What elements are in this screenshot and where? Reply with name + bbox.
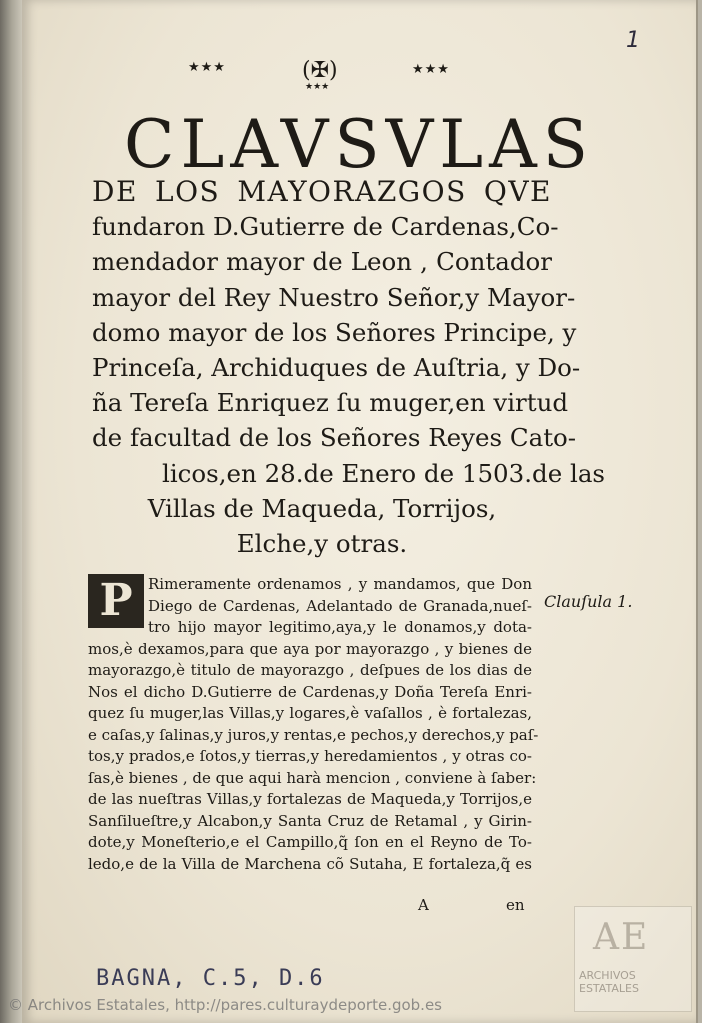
catchword: en bbox=[506, 896, 525, 914]
stars-ornament-left: ★★★ bbox=[188, 60, 226, 75]
archive-watermark bbox=[574, 906, 692, 1012]
header-ornaments bbox=[22, 58, 696, 98]
heading-line: Elche,y otras. bbox=[236, 529, 408, 559]
document-heading bbox=[92, 174, 606, 561]
heading-line: domo mayor de los Señores Principe, y bbox=[92, 317, 577, 347]
drop-cap-letter: P bbox=[99, 575, 133, 626]
handwritten-shelfmark: BAGNA, C.5, D.6 bbox=[96, 966, 325, 991]
heading-line: licos,en 28.de Enero de 1503.de las bbox=[162, 458, 606, 488]
body-line: dote,y Moneſterio,e el Campillo,q̃ ſon en el Reyno de To- bbox=[88, 833, 532, 851]
body-text bbox=[88, 574, 539, 875]
heading-line: fundaron D.Gutierre de Cardenas,Co- bbox=[92, 212, 559, 242]
heading-line: ña Tereſa Enriquez ſu muger,en virtud bbox=[92, 388, 569, 418]
heading-line: Villas de Maqueda, Torrijos, bbox=[147, 493, 497, 523]
body-line: ledo,e de la Villa de Marchena cõ Sutaha, E fortaleza,q̃ es bbox=[88, 854, 532, 873]
folio-number: 1 bbox=[626, 28, 640, 53]
body-line: mayorazgo,è titulo de mayorazgo , deſpues de los dias de bbox=[88, 661, 532, 679]
heading-line: mayor del Rey Nuestro Señor,y Mayor- bbox=[92, 282, 576, 312]
document-title: CLAVSVLAS bbox=[124, 106, 594, 183]
watermark-line: ESTATALES bbox=[579, 982, 639, 995]
document-page bbox=[22, 0, 698, 1023]
heading-line: mendador mayor de Leon , Contador bbox=[92, 247, 552, 277]
body-line: Diego de Cardenas, Adelantado de Granada,nueſ- bbox=[148, 596, 532, 615]
body-line: quez ſu muger,las Villas,y logares,è vaſallos , è fortalezas, bbox=[88, 704, 532, 722]
body-line: tos,y prados,e ſotos,y tierras,y heredamientos , y otras co- bbox=[88, 747, 532, 765]
archive-logo-icon: AE bbox=[593, 917, 650, 958]
stars-ornament-right: ★★★ bbox=[412, 62, 450, 77]
watermark-text bbox=[579, 969, 639, 995]
signature-mark: A bbox=[418, 896, 429, 914]
body-line: e caſas,y ſalinas,y juros,y rentas,e pechos,y derechos,y paſ- bbox=[88, 725, 539, 744]
body-line: Sanſilueſtre,y Alcabon,y Santa Cruz de Retamal , y Girin- bbox=[88, 811, 532, 830]
body-line: Rimeramente ordenamos , y mandamos, que Don bbox=[148, 575, 532, 593]
heading-line: de facultad de los Señores Reyes Cato- bbox=[92, 423, 577, 453]
body-line: de las nueſtras Villas,y fortalezas de Maqueda,y Torrijos,e bbox=[88, 790, 532, 808]
stars-ornament-center: ★★★ bbox=[305, 82, 330, 92]
margin-note: Clauſula 1. bbox=[544, 592, 633, 611]
heading-line: Princeſa, Archiduques de Auſtria, y Do- bbox=[92, 353, 581, 383]
watermark-line: ARCHIVOS bbox=[579, 969, 636, 982]
heading-line: DE LOS MAYORAZGOS QVE bbox=[92, 175, 552, 208]
body-line: Nos el dicho D.Gutierre de Cardenas,y Doña Tereſa Enri- bbox=[88, 682, 532, 701]
body-line: mos,è dexamos,para que aya por mayorazgo , y bienes de bbox=[88, 639, 532, 658]
body-line: ſas,è bienes , de que aqui harà mencion , conviene à ſaber: bbox=[88, 768, 537, 787]
body-line: tro hijo mayor legitimo,aya,y le donamos,y dota- bbox=[148, 618, 532, 636]
copyright-notice: © Archivos Estatales, http://pares.culturaydeporte.gob.es bbox=[8, 996, 442, 1014]
cross-ornament: (✠) bbox=[302, 58, 338, 83]
